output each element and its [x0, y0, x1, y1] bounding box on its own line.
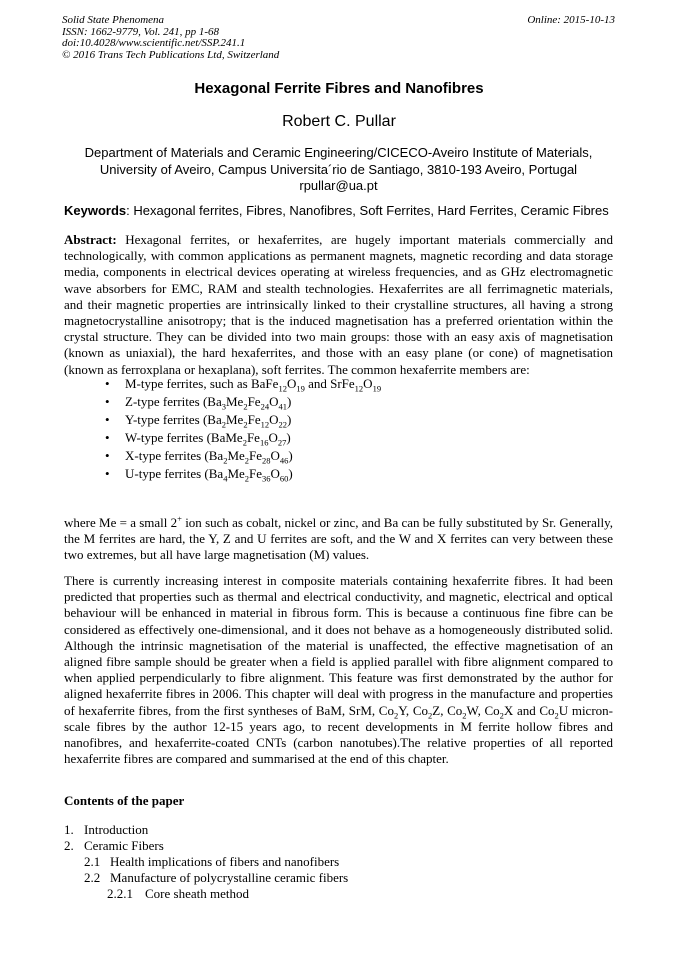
paper-title: Hexagonal Ferrite Fibres and Nanofibres — [194, 80, 484, 97]
toc-item-introduction[interactable]: 1. Introduction — [64, 822, 149, 837]
doi-line[interactable]: doi:10.4028/www.scientific.net/SSP.241.1 — [62, 37, 246, 49]
bullet-icon: • — [105, 412, 110, 427]
toc-item-core-sheath[interactable]: 2.2.1 Core sheath method — [107, 886, 249, 901]
toc-item-health-implications[interactable]: 2.1 Health implications of fibers and nanofibers — [84, 854, 340, 869]
affiliation-line-2: University of Aveiro, Campus Universita´rio de Santiago, 3810-193 Aveiro, Portugal — [99, 161, 578, 177]
fibre-interest-paragraph: There is currently increasing interest in composite materials containing hexaferrite fibres. It had been predicted that properties such as thermal and electrical conductivity, and magnetic, electrical and optical behaviour will be enhanced in material in fibrous form. This is because a continuous fine fibre can be considered as effectively one-dimensional, and it does not behave as a homogeneously distributed solid. Although the intrinsic magnetisation of the material is unaffected, the effective magnetisation of an aligned fibre sample should be greater when a field is applied parallel with fibre alignment compared to when applied perpendicularly to fibre alignment. This feature was first demonstrated by the author for aligned hexaferrite fibres in 2006. This chapter will deal with progress in the manufacture and properties of hexaferrite fibres, from the first syntheses of BaM, SrM, $Co_2Y$, $Co_2Z$, $Co_2W$, $Co_2X$ and $Co_2U$ micron-scale fibres by the author 12-15 years ago, to recent developments in M ferrite hollow fibres and nanofibres, and hexaferrite-coated CNTs (carbon nanotubes).The relative properties of all reported hexaferrite fibres are compared and summarised at the end of this chapter. — [64, 573, 613, 767]
keywords — [64, 203, 624, 218]
metal-ion-paragraph: where Me = a small 2+ ion such as cobalt, nickel or zinc, and Ba can be fully substituted by Sr. Generally, the M ferrites are hard, the Y, Z and U ferrites are soft, and the W and X ferrites can very between these two extremes, but all have large magnetisation (M) values. — [64, 513, 613, 563]
toc-item-manufacture[interactable]: 2.2 Manufacture of polycrystalline ceramic fibers — [84, 870, 349, 885]
journal-name: Solid State Phenomena — [62, 14, 165, 26]
list-item: • Z-type ferrites $(Ba_3Me_2Fe_{24}O_{41})$ — [105, 394, 292, 412]
list-item: • W-type ferrites $(BaMe_2Fe_{16}O_{27})$ — [105, 430, 291, 448]
journal-header — [62, 15, 279, 61]
bullet-icon: • — [105, 376, 110, 391]
abstract-text: Hexagonal ferrites, or hexaferrites, are hugely important materials commercially and technologically, with common applications as permanent magnets, magnetic recording and data storage media, components in electrical devices operating at wireless frequencies, and as GHz electromagnetic wave absorbers for EMC, RAM and stealth technologies. Hexaferrites are all ferrimagnetic materials, and their magnetic properties are intrinsically linked to their crystalline structures, all having a strong magnetocrystalline anisotropy; that is the induced magnetisation has a preferred orientation within the crystal structure. They can be divided into two main groups: those with an easy axis of magnetisation (known as uniaxial), the hard hexaferrites, and those with an easy plane (or cone) of magnetisation (known as ferroxplana or hexaplana), soft ferrites. The common hexaferrite members are: — [64, 232, 613, 377]
affiliation-line-1: Department of Materials and Ceramic Engineering/CICECO-Aveiro Institute of Materials, — [84, 145, 593, 160]
table-of-contents — [64, 822, 348, 902]
online-date: Online: 2015-10-13 — [527, 14, 615, 26]
affiliation — [62, 145, 615, 195]
bullet-icon: • — [105, 394, 110, 409]
list-item: • X-type ferrites $(Ba_2Me_2Fe_{28}O_{46})$ — [105, 448, 293, 466]
author-name: Robert C. Pullar — [282, 113, 396, 130]
bullet-icon: • — [105, 448, 110, 463]
list-item: • U-type ferrites $(Ba_4Me_2Fe_{36}O_{60})$ — [105, 466, 293, 484]
list-item: • Y-type ferrites $(Ba_2Me_2Fe_{12}O_{22})$ — [105, 412, 292, 430]
contents-heading: Contents of the paper — [64, 793, 185, 808]
author-email[interactable]: rpullar@ua.pt — [299, 178, 378, 193]
bullet-icon: • — [105, 430, 110, 445]
toc-item-ceramic-fibers[interactable]: 2. Ceramic Fibers — [64, 838, 164, 853]
keywords-text: : Hexagonal ferrites, Fibres, Nanofibres, Soft Ferrites, Hard Ferrites, Ceramic Fibres — [126, 203, 609, 218]
issn-line: ISSN: 1662-9779, Vol. 241, pp 1-68 — [62, 25, 220, 38]
keywords-label: Keywords — [64, 203, 127, 218]
copyright-line: © 2016 Trans Tech Publications Ltd, Switzerland — [62, 48, 280, 61]
ferrite-list — [105, 375, 505, 483]
bullet-icon: • — [105, 466, 110, 481]
list-item: • M-type ferrites, such as $BaFe_{12}O_{19}$ and $SrFe_{12}O_{19}$ — [105, 376, 382, 394]
abstract-label: Abstract: — [64, 232, 117, 247]
abstract-paragraph — [64, 232, 613, 378]
